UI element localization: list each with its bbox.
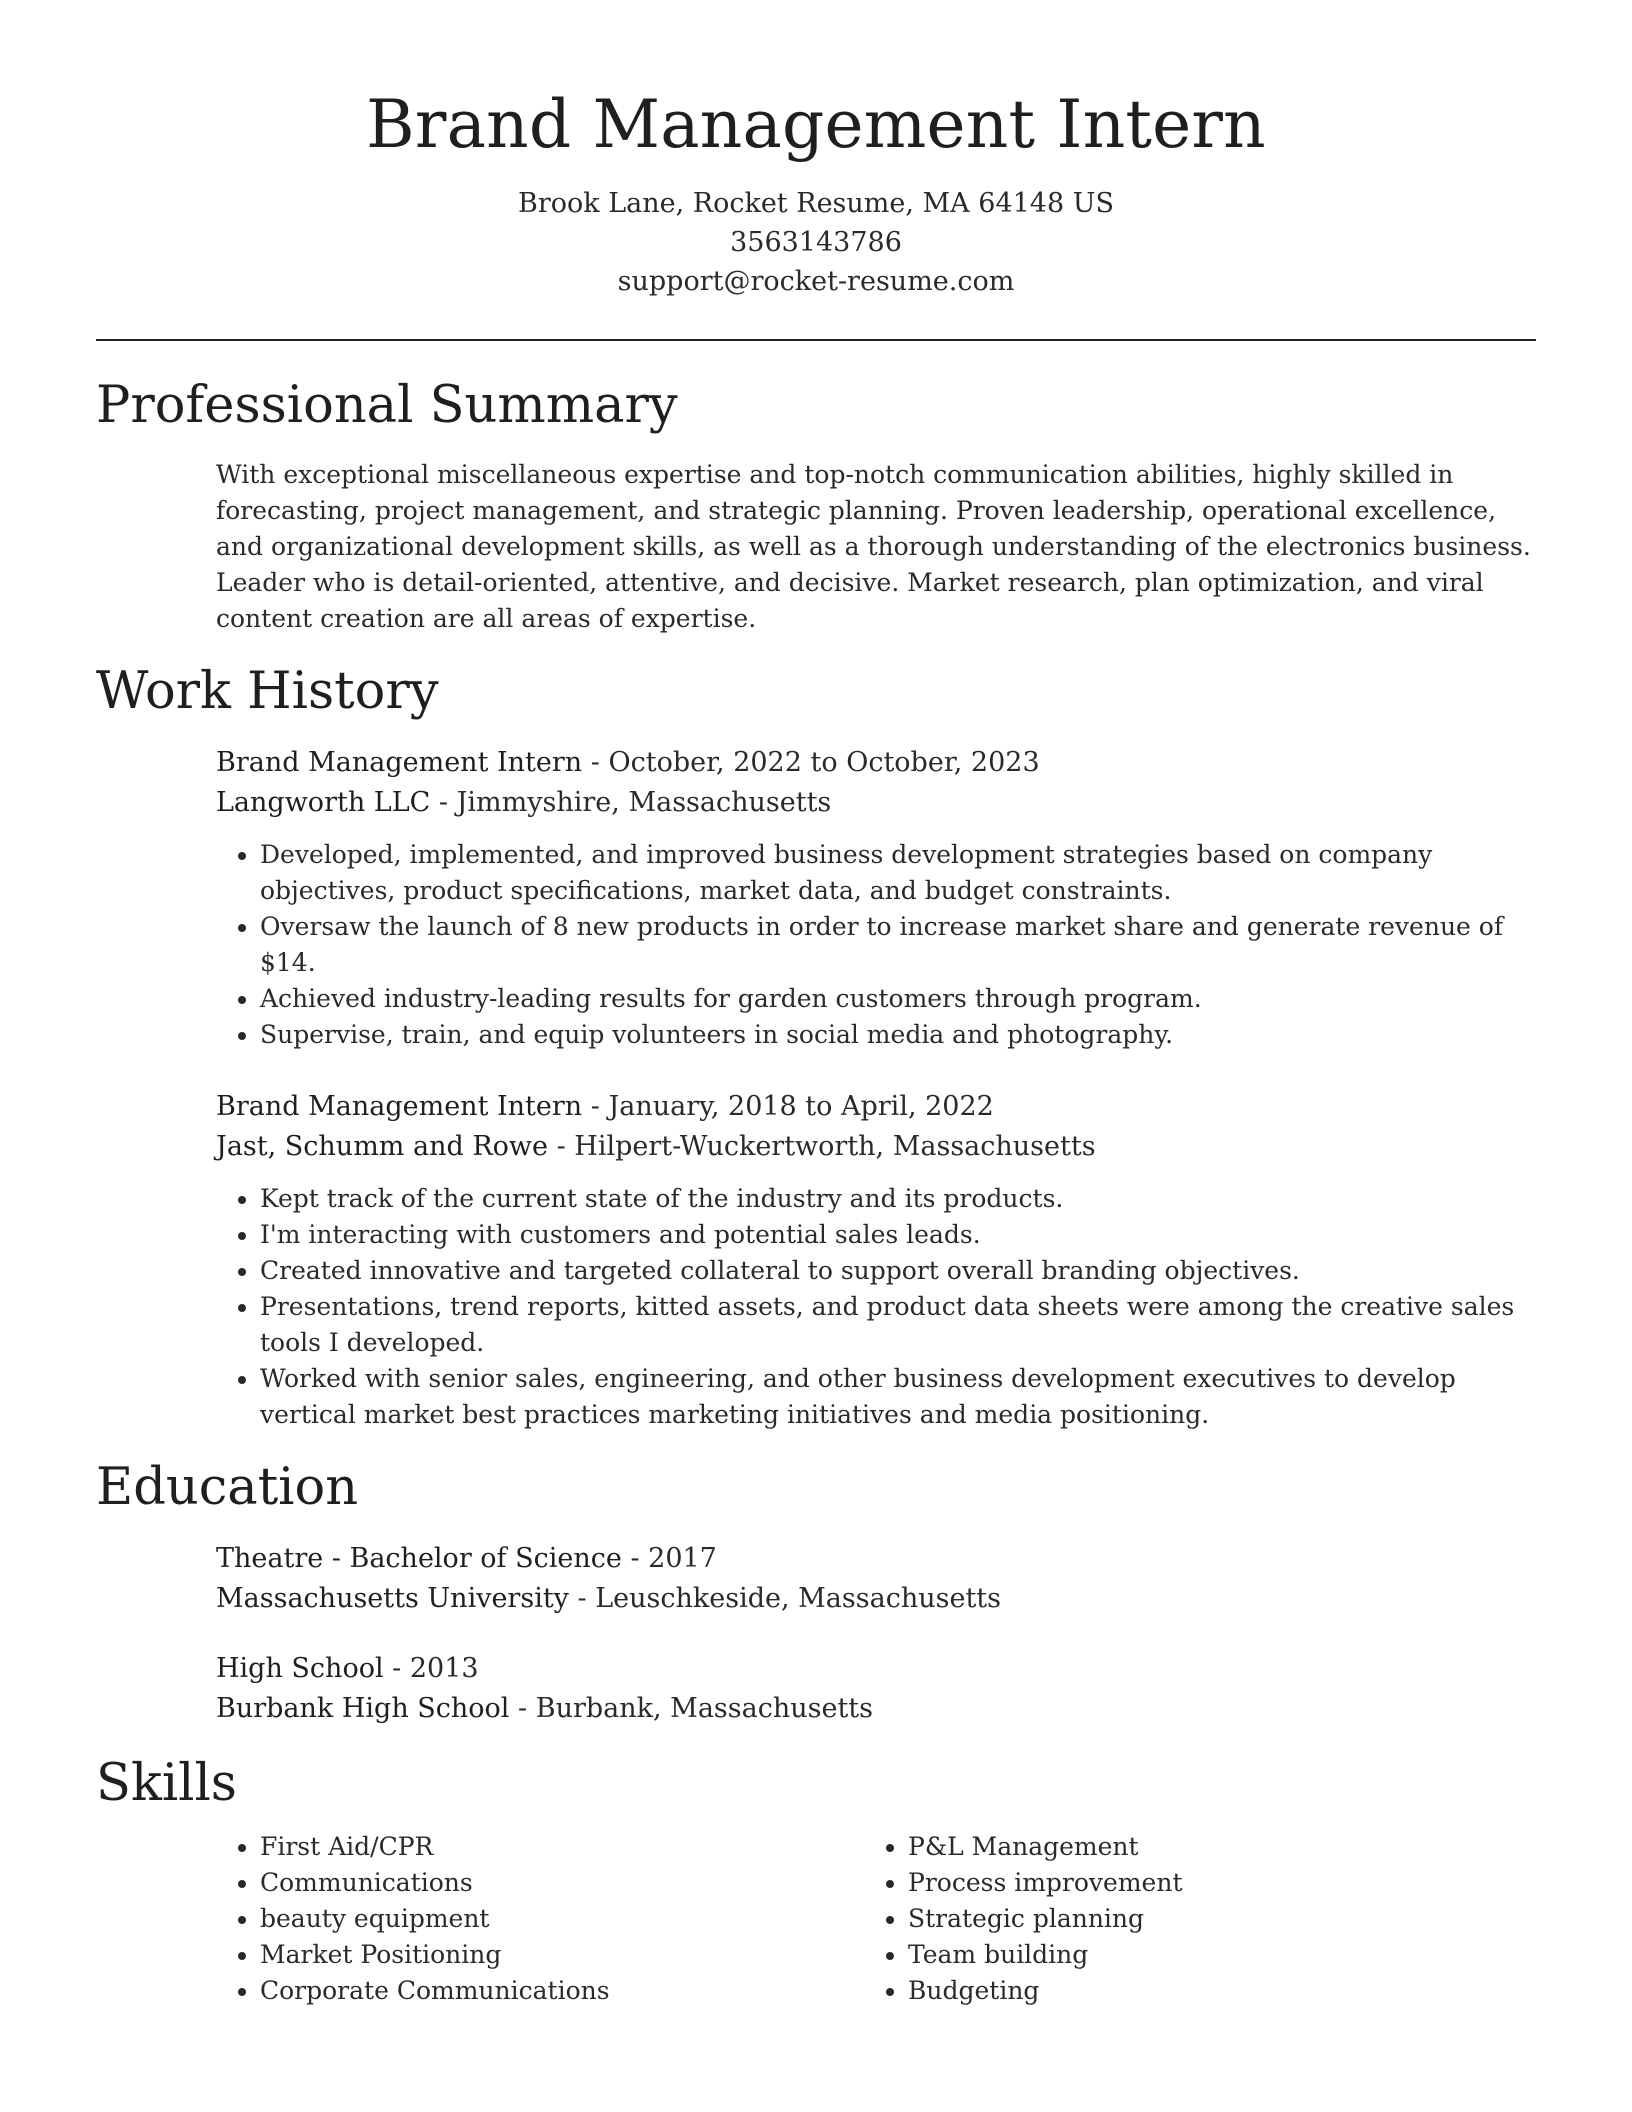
job-company: Langworth LLC bbox=[216, 787, 431, 818]
skills-column-left bbox=[216, 1829, 864, 2009]
job-location: - Hilpert-Wuckertworth, Massachusetts bbox=[548, 1131, 1096, 1162]
resume-page bbox=[96, 0, 1536, 2009]
contact-block bbox=[96, 184, 1536, 301]
work-history-section bbox=[216, 743, 1536, 1433]
skills-heading: Skills bbox=[96, 1754, 237, 1813]
header-divider bbox=[96, 339, 1536, 341]
education-entry bbox=[216, 1539, 1536, 1619]
job-bullets bbox=[216, 1181, 1536, 1433]
education-year: - 2013 bbox=[383, 1653, 479, 1684]
job-bullet: • Presentations, trend reports, kitted assets, and product data sheets were among the creative sales tools I developed. bbox=[260, 1289, 1536, 1361]
job-bullet: • Developed, implemented, and improved business development strategies based on company objectives, product specifications, market data, and budget constraints. bbox=[260, 837, 1536, 909]
contact-email: support@rocket-resume.com bbox=[617, 266, 1015, 297]
skill-item: • Budgeting bbox=[908, 1973, 1512, 2009]
summary-text: With exceptional miscellaneous expertise and top-notch communication abilities, highly skilled in forecasting, project management, and strategic planning. Proven leadership, operational excellence, and organizational development skills, as well as a thorough understanding of the electronics business. Leader who is detail-oriented, attentive, and decisive. Market research, plan optimization, and viral content creation are all areas of expertise. bbox=[216, 460, 1531, 633]
education-degree-line bbox=[216, 1649, 1536, 1689]
job-role-line bbox=[216, 743, 1536, 783]
education-year: - 2017 bbox=[621, 1543, 717, 1574]
education-heading: Education bbox=[96, 1458, 359, 1517]
skill-item: • Team building bbox=[908, 1937, 1512, 1973]
job-bullet: • Oversaw the launch of 8 new products in order to increase market share and generate revenue of $14. bbox=[260, 909, 1536, 981]
job-role: Brand Management Intern bbox=[216, 1091, 583, 1122]
job-bullet: • Supervise, train, and equip volunteers in social media and photography. bbox=[260, 1017, 1536, 1053]
job-dates: - January, 2018 to April, 2022 bbox=[582, 1091, 994, 1122]
skill-item: • Communications bbox=[260, 1865, 864, 1901]
education-school-line bbox=[216, 1689, 1536, 1729]
resume-name: Brand Management Intern bbox=[366, 86, 1266, 163]
job-dates: - October, 2022 to October, 2023 bbox=[582, 747, 1040, 778]
skills-section bbox=[216, 1829, 1536, 2009]
job-bullet: • Worked with senior sales, engineering, and other business development executives to develop vertical market best practices marketing initiatives and media positioning. bbox=[260, 1361, 1536, 1433]
education-degree: Theatre - Bachelor of Science bbox=[216, 1543, 622, 1574]
job-entry bbox=[216, 1087, 1536, 1433]
contact-phone: 3563143786 bbox=[730, 227, 902, 258]
job-bullet: • Created innovative and targeted collateral to support overall branding objectives. bbox=[260, 1253, 1536, 1289]
summary-section bbox=[216, 457, 1536, 637]
job-bullet: • Achieved industry-leading results for garden customers through program. bbox=[260, 981, 1536, 1017]
education-school: Massachusetts University bbox=[216, 1583, 569, 1614]
education-location: - Burbank, Massachusetts bbox=[509, 1693, 874, 1724]
job-company-line bbox=[216, 783, 1536, 823]
work-history-heading: Work History bbox=[96, 662, 439, 721]
skill-item: • First Aid/CPR bbox=[260, 1829, 864, 1865]
education-school: Burbank High School bbox=[216, 1693, 510, 1724]
skill-item: • Process improvement bbox=[908, 1865, 1512, 1901]
education-degree: High School bbox=[216, 1653, 384, 1684]
education-school-line bbox=[216, 1579, 1536, 1619]
summary-heading: Professional Summary bbox=[96, 376, 678, 435]
education-location: - Leuschkeside, Massachusetts bbox=[568, 1583, 1002, 1614]
skills-column-right bbox=[864, 1829, 1512, 2009]
skill-item: • Strategic planning bbox=[908, 1901, 1512, 1937]
job-location: - Jimmyshire, Massachusetts bbox=[430, 787, 832, 818]
job-bullets bbox=[216, 837, 1536, 1053]
job-bullet: • I'm interacting with customers and potential sales leads. bbox=[260, 1217, 1536, 1253]
job-company-line bbox=[216, 1127, 1536, 1167]
skill-item: • Corporate Communications bbox=[260, 1973, 864, 2009]
job-role: Brand Management Intern bbox=[216, 747, 583, 778]
education-entry bbox=[216, 1649, 1536, 1729]
contact-address: Brook Lane, Rocket Resume, MA 64148 US bbox=[518, 188, 1114, 219]
skill-item: • beauty equipment bbox=[260, 1901, 864, 1937]
job-entry bbox=[216, 743, 1536, 1053]
education-degree-line bbox=[216, 1539, 1536, 1579]
job-bullet: • Kept track of the current state of the industry and its products. bbox=[260, 1181, 1536, 1217]
job-company: Jast, Schumm and Rowe bbox=[216, 1131, 549, 1162]
skill-item: • P&L Management bbox=[908, 1829, 1512, 1865]
education-section bbox=[216, 1539, 1536, 1729]
job-role-line bbox=[216, 1087, 1536, 1127]
skill-item: • Market Positioning bbox=[260, 1937, 864, 1973]
